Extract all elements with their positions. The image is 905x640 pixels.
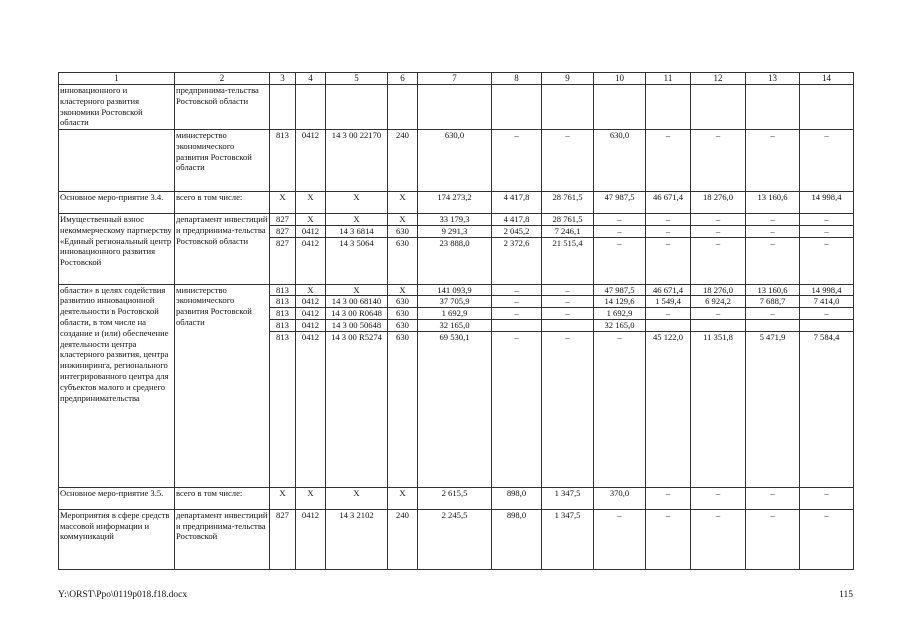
- header-cell: 4: [296, 73, 326, 85]
- table-cell: 2 245,5: [418, 509, 492, 569]
- table-cell: –: [542, 130, 594, 192]
- table-cell: 0412: [296, 319, 326, 331]
- table-cell: Основное меро-приятие 3.5.: [59, 487, 175, 509]
- table-cell: 7 246,1: [542, 225, 594, 237]
- table-cell: 813: [270, 308, 296, 320]
- table-cell: [746, 319, 800, 331]
- table-cell: 827: [270, 225, 296, 237]
- table-cell: –: [492, 296, 542, 308]
- table-cell: 21 515,4: [542, 237, 594, 284]
- table-cell: министерство экономического развития Ростовской области: [175, 284, 270, 487]
- table-cell: 11 351,8: [691, 331, 746, 487]
- table-cell: –: [691, 225, 746, 237]
- table-cell: департамент инвестиций и предпринима-тельства Ростовской области: [175, 214, 270, 285]
- table-cell: 1 692,9: [418, 308, 492, 320]
- table-cell: –: [492, 130, 542, 192]
- table-cell: 14 3 00 50648: [326, 319, 388, 331]
- table-cell: всего в том числе:: [175, 192, 270, 214]
- table-cell: Основное меро-приятие 3.4.: [59, 192, 175, 214]
- header-cell: 2: [175, 73, 270, 85]
- table-cell: [691, 85, 746, 130]
- table-cell: –: [691, 130, 746, 192]
- table-cell: –: [542, 296, 594, 308]
- table-cell: 14 3 6814: [326, 225, 388, 237]
- table-body: [59, 85, 854, 570]
- table-cell: 630: [388, 319, 418, 331]
- table-row: [59, 509, 854, 569]
- table-cell: 14 3 00 R5274: [326, 331, 388, 487]
- table-cell: Х: [270, 487, 296, 509]
- table-cell: 630: [388, 331, 418, 487]
- table-cell: 32 165,0: [418, 319, 492, 331]
- table-cell: Х: [296, 284, 326, 296]
- table-cell: –: [800, 487, 854, 509]
- table-cell: 14 3 00 22170: [326, 130, 388, 192]
- table-cell: 813: [270, 284, 296, 296]
- table-cell: 0412: [296, 296, 326, 308]
- table-cell: 1 549,4: [646, 296, 691, 308]
- table-row: [59, 130, 854, 192]
- table-cell: 13 160,6: [746, 284, 800, 296]
- table-cell: 0412: [296, 509, 326, 569]
- table-cell: 14 129,6: [594, 296, 646, 308]
- table-cell: 898,0: [492, 509, 542, 569]
- table-cell: 0412: [296, 130, 326, 192]
- table-cell: 898,0: [492, 487, 542, 509]
- table-cell: –: [646, 130, 691, 192]
- table-cell: 23 888,0: [418, 237, 492, 284]
- table-cell: 827: [270, 237, 296, 284]
- table-cell: 4 417,8: [492, 192, 542, 214]
- table-cell: инновационного и кластерного развития экономики Ростовской области: [59, 85, 175, 130]
- table-cell: –: [800, 130, 854, 192]
- table-cell: –: [800, 509, 854, 569]
- table-cell: –: [594, 225, 646, 237]
- table-cell: –: [800, 308, 854, 320]
- table-cell: –: [691, 308, 746, 320]
- table-cell: 813: [270, 296, 296, 308]
- table-cell: –: [646, 509, 691, 569]
- table-cell: [800, 319, 854, 331]
- table-cell: 47 987,5: [594, 284, 646, 296]
- table-cell: –: [800, 225, 854, 237]
- table-cell: 813: [270, 130, 296, 192]
- table-row: [59, 85, 854, 130]
- table-cell: –: [542, 331, 594, 487]
- table-row: [59, 214, 854, 226]
- table-row: [59, 487, 854, 509]
- table-cell: –: [746, 308, 800, 320]
- table-cell: –: [492, 308, 542, 320]
- table-cell: 630: [388, 308, 418, 320]
- table-cell: области» в целях содействия развитию инновационной деятельности в Ростовской области, в том числе на создание и (или) обеспечение деятельности центра кластерного развития, центра инжиниринга, регионального интегрированного центра для субъектов малого и среднего предпринимательства: [59, 284, 175, 487]
- table-cell: 240: [388, 130, 418, 192]
- table-cell: 33 179,3: [418, 214, 492, 226]
- table-cell: 7 414,0: [800, 296, 854, 308]
- table-cell: –: [646, 487, 691, 509]
- budget-table: [58, 72, 854, 570]
- table-cell: –: [746, 225, 800, 237]
- table-cell: 14 3 00 R0648: [326, 308, 388, 320]
- header-cell: 11: [646, 73, 691, 85]
- table-cell: Х: [270, 192, 296, 214]
- table-cell: 0412: [296, 308, 326, 320]
- table-cell: 28 761,5: [542, 192, 594, 214]
- table-cell: [646, 319, 691, 331]
- table-cell: –: [646, 225, 691, 237]
- table-cell: 630,0: [594, 130, 646, 192]
- table-cell: Х: [296, 214, 326, 226]
- table-cell: 0412: [296, 237, 326, 284]
- table-cell: 46 671,4: [646, 284, 691, 296]
- table-cell: –: [542, 284, 594, 296]
- table-cell: [542, 319, 594, 331]
- table-cell: 2 045,2: [492, 225, 542, 237]
- table-cell: –: [746, 487, 800, 509]
- header-cell: 10: [594, 73, 646, 85]
- table-cell: 47 987,5: [594, 192, 646, 214]
- table-cell: Мероприятия в сфере средств массовой информации и коммуникаций: [59, 509, 175, 569]
- table-cell: –: [746, 214, 800, 226]
- table-cell: 827: [270, 214, 296, 226]
- table-cell: 14 3 2102: [326, 509, 388, 569]
- table-cell: 0412: [296, 331, 326, 487]
- table-cell: 827: [270, 509, 296, 569]
- header-cell: 5: [326, 73, 388, 85]
- file-path: Y:\ORST\Ppo\0119p018.f18.docx: [58, 590, 188, 600]
- header-cell: 7: [418, 73, 492, 85]
- table-cell: –: [594, 331, 646, 487]
- table-cell: –: [800, 237, 854, 284]
- table-cell: 630,0: [418, 130, 492, 192]
- table-cell: 7 584,4: [800, 331, 854, 487]
- table-cell: 28 761,5: [542, 214, 594, 226]
- table-cell: 630: [388, 225, 418, 237]
- table-row: [59, 192, 854, 214]
- table-cell: [492, 319, 542, 331]
- table-cell: –: [746, 509, 800, 569]
- table-cell: Х: [326, 487, 388, 509]
- table-cell: 7 688,7: [746, 296, 800, 308]
- table-cell: [646, 85, 691, 130]
- table-cell: [418, 85, 492, 130]
- table-row: [59, 284, 854, 296]
- table-cell: [746, 85, 800, 130]
- header-cell: 12: [691, 73, 746, 85]
- table-cell: Х: [388, 284, 418, 296]
- table-cell: [594, 85, 646, 130]
- table-cell: [542, 85, 594, 130]
- table-cell: 2 372,6: [492, 237, 542, 284]
- table-cell: 45 122,0: [646, 331, 691, 487]
- table-cell: –: [594, 509, 646, 569]
- table-cell: [800, 85, 854, 130]
- header-cell: 8: [492, 73, 542, 85]
- header-cell: 9: [542, 73, 594, 85]
- table-cell: [492, 85, 542, 130]
- table-cell: –: [542, 308, 594, 320]
- table-cell: –: [594, 237, 646, 284]
- table-cell: –: [492, 331, 542, 487]
- table-cell: –: [646, 308, 691, 320]
- table-cell: 630: [388, 237, 418, 284]
- table-cell: 1 347,5: [542, 487, 594, 509]
- table-cell: 32 165,0: [594, 319, 646, 331]
- table-cell: Имущественный взнос некоммерческому партнерству «Единый региональный центр инновационного развития Ростовской: [59, 214, 175, 285]
- table-cell: 240: [388, 509, 418, 569]
- header-cell: 13: [746, 73, 800, 85]
- table-cell: –: [646, 214, 691, 226]
- table-cell: 141 093,9: [418, 284, 492, 296]
- table-cell: 1 347,5: [542, 509, 594, 569]
- table-cell: 0412: [296, 225, 326, 237]
- table-cell: предпринима-тельства Ростовской области: [175, 85, 270, 130]
- page-number: 115: [839, 590, 853, 600]
- header-cell: 3: [270, 73, 296, 85]
- table-cell: 13 160,6: [746, 192, 800, 214]
- table-cell: 813: [270, 331, 296, 487]
- table-cell: –: [746, 130, 800, 192]
- table-cell: 14 3 00 68140: [326, 296, 388, 308]
- table-cell: [59, 130, 175, 192]
- table-cell: 46 671,4: [646, 192, 691, 214]
- table-cell: 18 276,0: [691, 284, 746, 296]
- table-cell: 4 417,8: [492, 214, 542, 226]
- table-cell: 5 471,9: [746, 331, 800, 487]
- table-cell: –: [800, 214, 854, 226]
- table-cell: Х: [296, 192, 326, 214]
- table-cell: 6 924,2: [691, 296, 746, 308]
- table-cell: всего в том числе:: [175, 487, 270, 509]
- table-cell: [691, 319, 746, 331]
- table-cell: 174 273,2: [418, 192, 492, 214]
- table-cell: –: [691, 237, 746, 284]
- header-cell: 14: [800, 73, 854, 85]
- header-cell: 1: [59, 73, 175, 85]
- table-cell: –: [691, 214, 746, 226]
- table-cell: 37 705,9: [418, 296, 492, 308]
- table-cell: [388, 85, 418, 130]
- table-cell: 370,0: [594, 487, 646, 509]
- table-cell: 14 998,4: [800, 284, 854, 296]
- table-cell: Х: [388, 487, 418, 509]
- table-cell: –: [594, 214, 646, 226]
- table-cell: 14 3 5064: [326, 237, 388, 284]
- table-cell: –: [691, 509, 746, 569]
- table-cell: [326, 85, 388, 130]
- table-cell: Х: [326, 214, 388, 226]
- table-cell: Х: [296, 487, 326, 509]
- table-cell: –: [746, 237, 800, 284]
- header-cell: 6: [388, 73, 418, 85]
- table-cell: 18 276,0: [691, 192, 746, 214]
- table-cell: министерство экономического развития Ростовской области: [175, 130, 270, 192]
- table-cell: 14 998,4: [800, 192, 854, 214]
- table-cell: [270, 85, 296, 130]
- table-cell: –: [691, 487, 746, 509]
- table-cell: 1 692,9: [594, 308, 646, 320]
- table-cell: Х: [388, 214, 418, 226]
- table-cell: 69 530,1: [418, 331, 492, 487]
- table-cell: 2 615,5: [418, 487, 492, 509]
- table-cell: Х: [388, 192, 418, 214]
- table-cell: –: [492, 284, 542, 296]
- table-cell: 813: [270, 319, 296, 331]
- table-cell: департамент инвестиций и предпринима-тельства Ростовской: [175, 509, 270, 569]
- table-cell: Х: [326, 284, 388, 296]
- table-cell: –: [646, 237, 691, 284]
- header-row: [59, 73, 854, 85]
- table-cell: 630: [388, 296, 418, 308]
- table-cell: [296, 85, 326, 130]
- table-cell: 9 291,3: [418, 225, 492, 237]
- table-cell: Х: [326, 192, 388, 214]
